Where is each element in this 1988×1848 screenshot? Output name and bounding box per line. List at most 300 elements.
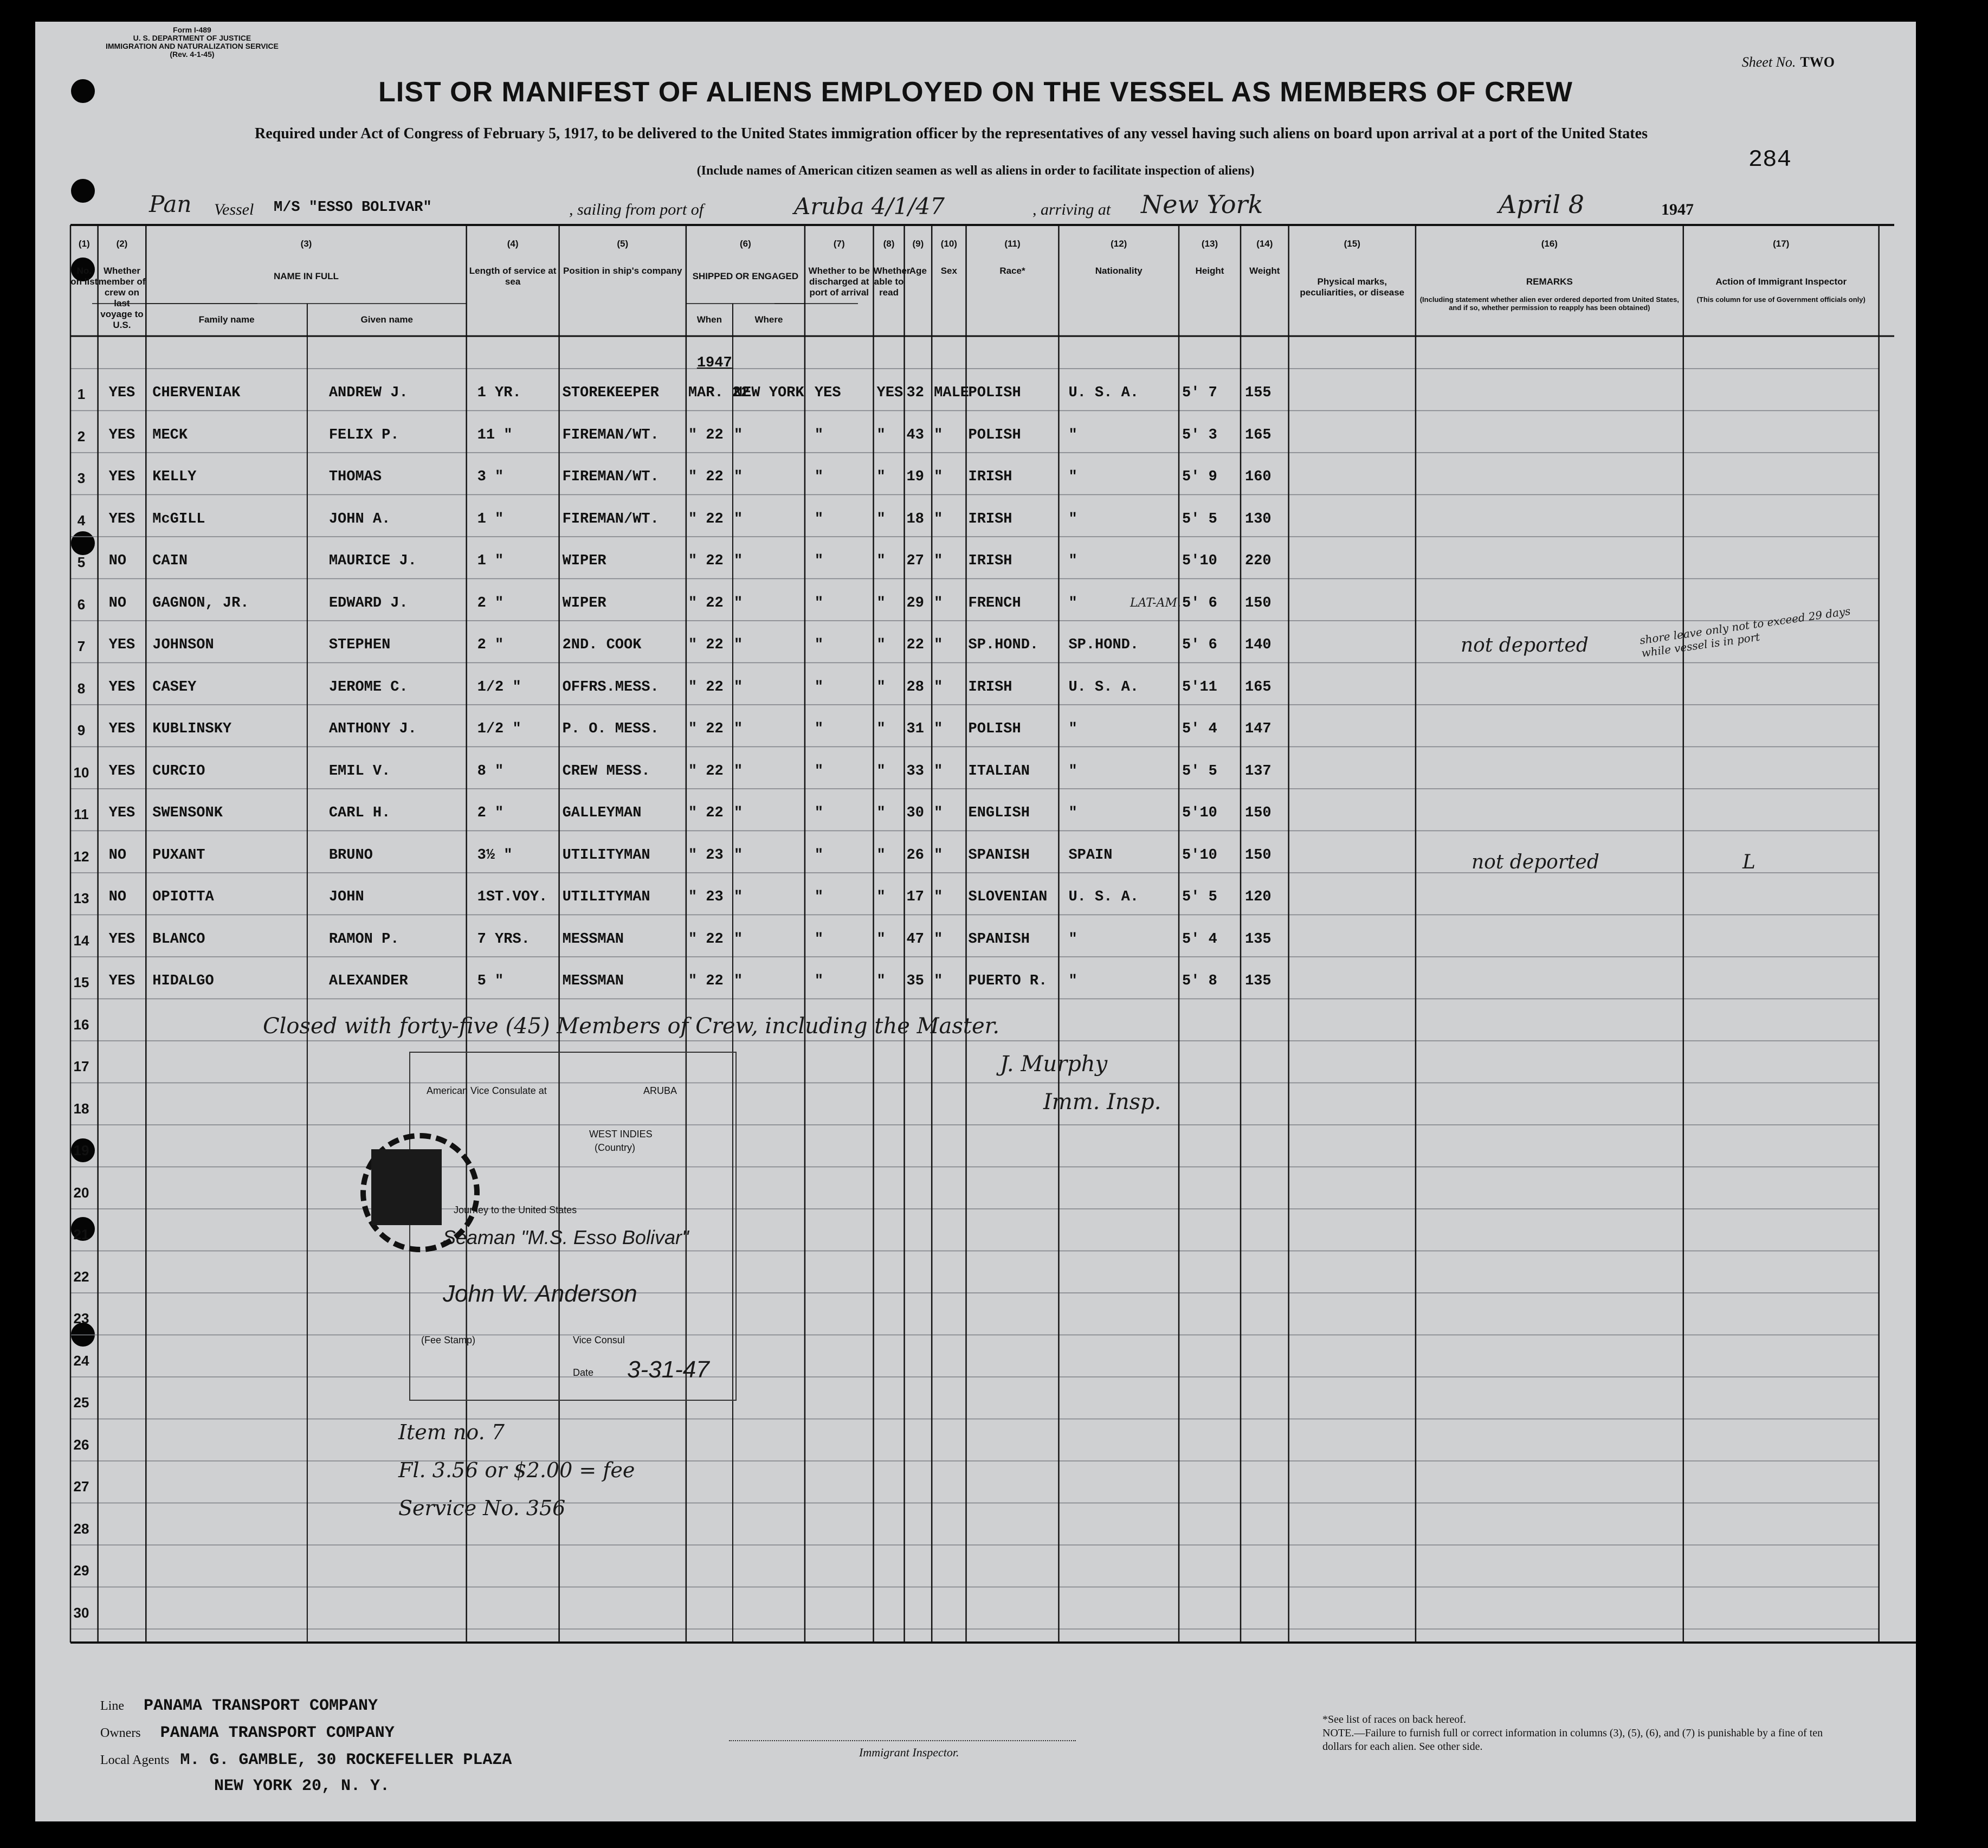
crew-age: 30 [906, 805, 924, 821]
crew-weight: 220 [1245, 553, 1271, 569]
crew-last-voyage: YES [108, 763, 135, 780]
crew-service: 1/2 " [477, 679, 521, 696]
crew-family: GAGNON, JR. [152, 595, 249, 611]
crew-sex: " [934, 847, 943, 864]
remark-row12: not deported [1471, 851, 1599, 873]
crew-last-voyage: YES [108, 511, 135, 527]
crew-nationality: " [1068, 427, 1077, 443]
column-number: (11) [1004, 239, 1021, 249]
arrival-port: New York [1141, 190, 1263, 219]
crew-service: 8 " [477, 763, 504, 780]
crew-sex: " [934, 427, 943, 443]
crew-read: " [876, 931, 886, 948]
crew-where: " [733, 931, 743, 948]
column-number: (4) [507, 239, 519, 249]
vessel-name: M/S "ESSO BOLIVAR" [274, 199, 432, 216]
footer-line: Line PANAMA TRANSPORT COMPANY [100, 1697, 378, 1715]
crew-position: 2ND. COOK [562, 637, 642, 653]
crew-when: " 22 [688, 721, 724, 737]
crew-race: IRISH [968, 511, 1012, 527]
crew-when: " 22 [688, 553, 724, 569]
row-number: 29 [73, 1562, 89, 1579]
crew-where: " [733, 679, 743, 696]
crew-position: UTILITYMAN [562, 847, 650, 864]
crew-age: 27 [906, 553, 924, 569]
crew-height: 5' 3 [1182, 427, 1217, 443]
crew-service: 1 " [477, 511, 504, 527]
sheet-number: Sheet No. TWO [1741, 54, 1835, 70]
crew-position: WIPER [562, 595, 606, 611]
row-number: 7 [77, 638, 86, 654]
crew-race: FRENCH [968, 595, 1021, 611]
inspector-label: Immigrant Inspector. [859, 1746, 959, 1759]
row-number: 15 [73, 974, 89, 990]
arriving-label: , arriving at [1032, 201, 1111, 218]
crew-age: 28 [906, 679, 924, 696]
crew-nationality: " [1068, 763, 1077, 780]
document-title: LIST OR MANIFEST OF ALIENS EMPLOYED ON THE VESSEL AS MEMBERS OF CREW [378, 76, 1573, 108]
inspector-mark-row12: L [1742, 851, 1755, 873]
crew-age: 22 [906, 637, 924, 653]
manifest-page [35, 22, 1916, 1821]
crew-last-voyage: YES [108, 805, 135, 821]
footer-agents: Local Agents M. G. GAMBLE, 30 ROCKEFELLER PLAZA [100, 1751, 512, 1769]
crew-where: " [733, 973, 743, 989]
column-subheader: Family name [198, 314, 255, 325]
crew-last-voyage: NO [108, 847, 127, 864]
column-header: No. on list [70, 266, 98, 287]
form-number: Form I-489 U. S. DEPARTMENT OF JUSTICE IMMIGRATION AND NATURALIZATION SERVICE (Rev. 4-1-45) [106, 25, 279, 59]
crew-sex: " [934, 805, 943, 821]
crew-age: 32 [906, 385, 924, 401]
crew-given: ALEXANDER [328, 973, 408, 989]
crew-race: IRISH [968, 469, 1012, 485]
crew-height: 5' 4 [1182, 931, 1217, 948]
crew-read: " [876, 889, 886, 905]
crew-position: MESSMAN [562, 973, 624, 989]
column-header-detail: (This column for use of Government officials only) [1696, 295, 1866, 304]
crew-read: " [876, 553, 886, 569]
crew-when: MAR. 22 [688, 385, 750, 401]
crew-race: ENGLISH [968, 805, 1030, 821]
handwritten-pan: Pan [149, 191, 192, 217]
crew-position: FIREMAN/WT. [562, 469, 659, 485]
crew-position: FIREMAN/WT. [562, 427, 659, 443]
crew-last-voyage: YES [108, 721, 135, 737]
crew-family: BLANCO [152, 931, 205, 948]
row-number: 2 [77, 428, 86, 445]
crew-weight: 165 [1245, 679, 1271, 696]
crew-position: P. O. MESS. [562, 721, 659, 737]
crew-height: 5'10 [1182, 847, 1217, 864]
crew-family: SWENSONK [152, 805, 223, 821]
row-number: 5 [77, 554, 86, 570]
sailing-label: , sailing from port of [569, 201, 704, 218]
crew-position: MESSMAN [562, 931, 624, 948]
crew-when: " 22 [688, 427, 724, 443]
row-number: 8 [77, 680, 86, 697]
row-number: 18 [73, 1100, 89, 1117]
crew-family: CURCIO [152, 763, 205, 780]
crew-discharged: " [814, 469, 824, 485]
crew-where: " [733, 469, 743, 485]
column-number: (12) [1111, 239, 1127, 249]
crew-where: " [733, 553, 743, 569]
crew-service: 2 " [477, 637, 504, 653]
footer-agents-city: NEW YORK 20, N. Y. [214, 1777, 390, 1795]
column-header: Physical marks, peculiarities, or disease [1300, 276, 1405, 298]
crew-sex: " [934, 889, 943, 905]
crew-race: ITALIAN [968, 763, 1030, 780]
crew-nationality: " [1068, 973, 1077, 989]
crew-read: " [876, 679, 886, 696]
crew-service: 1/2 " [477, 721, 521, 737]
race-footnote: *See list of races on back hereof. [1322, 1714, 1466, 1725]
crew-age: 35 [906, 973, 924, 989]
crew-age: 17 [906, 889, 924, 905]
crew-height: 5'10 [1182, 553, 1217, 569]
column-number: (3) [300, 239, 312, 249]
crew-given: JOHN A. [328, 511, 391, 527]
crew-discharged: " [814, 595, 824, 611]
crew-sex: " [934, 637, 943, 653]
crew-last-voyage: NO [108, 595, 127, 611]
crew-where: " [733, 595, 743, 611]
crew-age: 31 [906, 721, 924, 737]
crew-given: FELIX P. [328, 427, 399, 443]
sailing-port: Aruba 4/1/47 [794, 193, 945, 220]
crew-position: UTILITYMAN [562, 889, 650, 905]
crew-position: FIREMAN/WT. [562, 511, 659, 527]
crew-where: NEW YORK [733, 385, 804, 401]
crew-height: 5'10 [1182, 805, 1217, 821]
crew-family: PUXANT [152, 847, 205, 864]
crew-where: " [733, 805, 743, 821]
crew-sex: " [934, 679, 943, 696]
column-number: (5) [617, 239, 629, 249]
crew-weight: 150 [1245, 805, 1271, 821]
crew-last-voyage: YES [108, 637, 135, 653]
crew-family: CASEY [152, 679, 197, 696]
crew-given: MAURICE J. [328, 553, 417, 569]
crew-given: THOMAS [328, 469, 382, 485]
crew-where: " [733, 427, 743, 443]
crew-family: OPIOTTA [152, 889, 214, 905]
crew-service: 1ST.VOY. [477, 889, 548, 905]
sheet-value: TWO [1800, 54, 1835, 70]
crew-nationality: " [1068, 469, 1077, 485]
crew-race: IRISH [968, 679, 1012, 696]
remark-row7: not deported [1461, 634, 1589, 656]
crew-given: EDWARD J. [328, 595, 408, 611]
column-number: (13) [1201, 239, 1218, 249]
page-stamp: 284 [1748, 146, 1791, 173]
consular-fee-stamp [371, 1149, 442, 1225]
row-number: 13 [73, 890, 89, 906]
crew-age: 43 [906, 427, 924, 443]
crew-given: STEPHEN [328, 637, 391, 653]
row-number: 30 [73, 1604, 89, 1621]
arrival-date: April 8 [1499, 190, 1584, 219]
consular-fee: Fl. 3.56 or $2.00 = fee [398, 1458, 635, 1482]
crew-when: " 22 [688, 511, 724, 527]
crew-service: 3½ " [477, 847, 513, 864]
crew-family: KELLY [152, 469, 197, 485]
crew-service: 1 YR. [477, 385, 521, 401]
crew-height: 5'11 [1182, 679, 1217, 696]
column-number: (14) [1256, 239, 1273, 249]
crew-given: BRUNO [328, 847, 373, 864]
crew-when: " 22 [688, 637, 724, 653]
crew-last-voyage: YES [108, 427, 135, 443]
row-number: 24 [73, 1352, 89, 1369]
crew-read: " [876, 469, 886, 485]
consulate-stamp: American Vice Consulate at ARUBA WEST INDIES (Country) Journey to the United States Seaman "M.S. Esso Bolivar" John W. Anderson (Fee Stamp) Vice Consul Date 3-31-47 [409, 1052, 737, 1401]
column-header: SHIPPED OR ENGAGED [692, 271, 799, 281]
crew-family: HIDALGO [152, 973, 214, 989]
crew-race: SPANISH [968, 847, 1030, 864]
column-header: Nationality [1095, 266, 1143, 276]
crew-where: " [733, 847, 743, 864]
closing-note: Closed with forty-five (45) Members of Crew, including the Master. [263, 1014, 1000, 1039]
column-number: (10) [940, 239, 957, 249]
column-header: Race* [999, 266, 1025, 276]
column-header: Whether to be discharged at port of arrival [808, 266, 870, 298]
row-number: 9 [77, 722, 86, 738]
crew-family: KUBLINSKY [152, 721, 232, 737]
column-header: Height [1195, 266, 1224, 276]
crew-when: " 23 [688, 847, 724, 864]
penalty-note: NOTE.—Failure to furnish full or correct information in columns (3), (5), (6), and (7) is punishable by a fine of ten dollars for each alien. See other side. [1322, 1727, 1823, 1753]
crew-given: RAMON P. [328, 931, 399, 948]
row-number: 10 [73, 764, 89, 781]
crew-sex: " [934, 721, 943, 737]
crew-family: MECK [152, 427, 188, 443]
row-number: 26 [73, 1436, 89, 1453]
column-header: Whether able to read [873, 266, 911, 298]
crew-when: " 22 [688, 595, 724, 611]
crew-age: 29 [906, 595, 924, 611]
crew-age: 19 [906, 469, 924, 485]
crew-weight: 135 [1245, 931, 1271, 948]
crew-last-voyage: NO [108, 889, 127, 905]
crew-weight: 120 [1245, 889, 1271, 905]
crew-read: YES [876, 385, 903, 401]
crew-nationality: " [1068, 595, 1077, 611]
crew-sex: " [934, 763, 943, 780]
crew-weight: 135 [1245, 973, 1271, 989]
row-number: 14 [73, 932, 89, 949]
crew-service: 7 YRS. [477, 931, 530, 948]
crew-read: " [876, 847, 886, 864]
crew-discharged: " [814, 553, 824, 569]
crew-when: " 22 [688, 763, 724, 780]
row-number: 11 [74, 806, 89, 822]
crew-weight: 147 [1245, 721, 1271, 737]
crew-height: 5' 7 [1182, 385, 1217, 401]
crew-last-voyage: YES [108, 679, 135, 696]
crew-read: " [876, 763, 886, 780]
crew-service: 2 " [477, 595, 504, 611]
crew-family: CAIN [152, 553, 188, 569]
crew-height: 5' 8 [1182, 973, 1217, 989]
column-subheader: Where [754, 314, 783, 325]
crew-given: CARL H. [328, 805, 391, 821]
row-number: 27 [73, 1478, 89, 1495]
crew-weight: 160 [1245, 469, 1271, 485]
crew-read: " [876, 721, 886, 737]
crew-read: " [876, 511, 886, 527]
column-number: (8) [883, 239, 895, 249]
column-header: NAME IN FULL [273, 271, 339, 281]
row-number: 23 [73, 1310, 89, 1327]
row-number: 28 [73, 1520, 89, 1537]
column-header-detail: (Including statement whether alien ever ordered deported from United States, and if so, whether permission to reapply has been obtained) [1419, 295, 1679, 312]
crew-discharged: " [814, 427, 824, 443]
crew-last-voyage: YES [108, 931, 135, 948]
crew-nationality: " [1068, 511, 1077, 527]
crew-where: " [733, 511, 743, 527]
column-number: (2) [116, 239, 128, 249]
crew-race: SPANISH [968, 931, 1030, 948]
crew-discharged: " [814, 511, 824, 527]
consular-item: Item no. 7 [398, 1420, 505, 1444]
crew-weight: 155 [1245, 385, 1271, 401]
inspector-signature-line [729, 1740, 1076, 1741]
crew-height: 5' 5 [1182, 889, 1217, 905]
crew-sex: " [934, 553, 943, 569]
column-number: (1) [78, 239, 90, 249]
row-number: 20 [73, 1184, 89, 1201]
footer-owners: Owners PANAMA TRANSPORT COMPANY [100, 1724, 395, 1742]
crew-when: " 22 [688, 679, 724, 696]
subtitle-note: (Include names of American citizen seamen as well as aliens in order to facilitate inspection of aliens) [696, 164, 1255, 178]
remark-row7-extra: shore leave only not to exceed 29 days while vessel is in port [1638, 604, 1851, 660]
column-header: Action of Immigrant Inspector [1715, 276, 1847, 287]
crew-discharged: " [814, 637, 824, 653]
crew-position: CREW MESS. [562, 763, 650, 780]
crew-discharged: " [814, 973, 824, 989]
crew-sex: " [934, 511, 943, 527]
crew-service: 5 " [477, 973, 504, 989]
crew-given: JOHN [328, 889, 364, 905]
crew-height: 5' 6 [1182, 595, 1217, 611]
crew-sex: " [934, 931, 943, 948]
column-number: (9) [912, 239, 924, 249]
crew-height: 5' 5 [1182, 511, 1217, 527]
crew-position: OFFRS.MESS. [562, 679, 659, 696]
crew-nationality: U. S. A. [1068, 679, 1139, 696]
crew-sex: " [934, 973, 943, 989]
crew-weight: 150 [1245, 847, 1271, 864]
crew-height: 5' 9 [1182, 469, 1217, 485]
row-number: 1 [77, 386, 86, 402]
column-subheader: When [696, 314, 722, 325]
crew-race: PUERTO R. [968, 973, 1048, 989]
crew-family: JOHNSON [152, 637, 214, 653]
crew-position: STOREKEEPER [562, 385, 659, 401]
crew-age: 47 [906, 931, 924, 948]
subtitle-requirement: Required under Act of Congress of February 5, 1917, to be delivered to the United States immigration officer by the representatives of any vessel having such aliens on board upon arrival at a port of the United States [255, 125, 1648, 142]
crew-discharged: " [814, 805, 824, 821]
crew-discharged: " [814, 847, 824, 864]
crew-discharged: YES [814, 385, 841, 401]
crew-race: POLISH [968, 427, 1021, 443]
column-number: (17) [1773, 239, 1790, 249]
crew-read: " [876, 973, 886, 989]
crew-last-voyage: YES [108, 385, 135, 401]
column-header: Position in ship's company [563, 266, 682, 276]
crew-service: 11 " [477, 427, 513, 443]
crew-weight: 165 [1245, 427, 1271, 443]
row-number: 3 [77, 470, 86, 486]
column-header: Age [909, 266, 927, 276]
crew-given: JEROME C. [328, 679, 408, 696]
crew-when: " 22 [688, 469, 724, 485]
column-header: REMARKS [1526, 276, 1573, 287]
crew-race: SP.HOND. [968, 637, 1039, 653]
crew-where: " [733, 763, 743, 780]
row-number: 4 [77, 512, 86, 529]
race-correction: LAT-AM. [1130, 596, 1181, 610]
manifest-grid [35, 22, 1916, 1821]
crew-weight: 140 [1245, 637, 1271, 653]
column-header: Length of service at sea [469, 266, 557, 287]
crew-read: " [876, 595, 886, 611]
crew-nationality: U. S. A. [1068, 889, 1139, 905]
crew-family: McGILL [152, 511, 205, 527]
crew-last-voyage: NO [108, 553, 127, 569]
column-number: (15) [1344, 239, 1360, 249]
crew-height: 5' 4 [1182, 721, 1217, 737]
crew-weight: 137 [1245, 763, 1271, 780]
crew-given: ANTHONY J. [328, 721, 417, 737]
crew-service: 2 " [477, 805, 504, 821]
crew-weight: 130 [1245, 511, 1271, 527]
crew-service: 3 " [477, 469, 504, 485]
row-number: 17 [73, 1058, 89, 1074]
crew-discharged: " [814, 721, 824, 737]
crew-nationality: " [1068, 553, 1077, 569]
vessel-label: Vessel [214, 201, 254, 218]
column-header: Sex [940, 266, 957, 276]
crew-race: SLOVENIAN [968, 889, 1048, 905]
crew-service: 1 " [477, 553, 504, 569]
crew-when: " 22 [688, 931, 724, 948]
crew-read: " [876, 805, 886, 821]
crew-nationality: U. S. A. [1068, 385, 1139, 401]
crew-age: 18 [906, 511, 924, 527]
inspector-signature: J. Murphy [1000, 1052, 1108, 1077]
crew-position: GALLEYMAN [562, 805, 642, 821]
crew-last-voyage: YES [108, 469, 135, 485]
crew-read: " [876, 427, 886, 443]
inspector-title: Imm. Insp. [1043, 1090, 1161, 1115]
arrival-year: 1947 [1661, 201, 1694, 218]
row-number: 16 [73, 1016, 89, 1033]
crew-nationality: " [1068, 931, 1077, 948]
row-number: 22 [73, 1268, 89, 1285]
crew-given: EMIL V. [328, 763, 391, 780]
row-number: 21 [73, 1226, 89, 1242]
crew-discharged: " [814, 931, 824, 948]
crew-when: " 22 [688, 973, 724, 989]
crew-nationality: SPAIN [1068, 847, 1113, 864]
crew-nationality: " [1068, 721, 1077, 737]
crew-discharged: " [814, 889, 824, 905]
crew-where: " [733, 889, 743, 905]
shipped-year: 1947 [696, 355, 732, 371]
